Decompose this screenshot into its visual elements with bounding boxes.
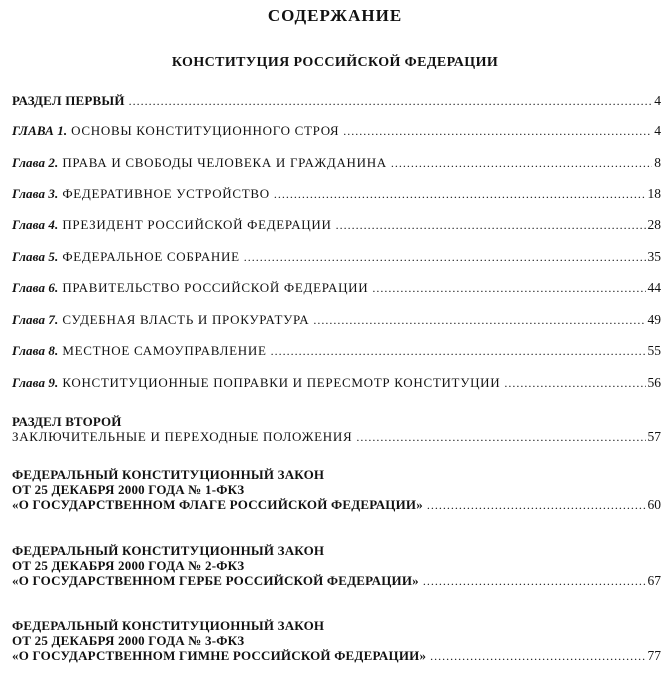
- chapter-label: Глава 2.: [12, 155, 59, 170]
- chapter-title: ПРАВА И СВОБОДЫ ЧЕЛОВЕКА И ГРАЖДАНИНА: [62, 155, 387, 170]
- chapter-title: СУДЕБНАЯ ВЛАСТЬ И ПРОКУРАТУРА: [62, 312, 310, 327]
- chapter-label: Глава 3.: [12, 186, 59, 201]
- chapter-title: ПРАВИТЕЛЬСТВО РОССИЙСКОЙ ФЕДЕРАЦИИ: [62, 280, 369, 295]
- toc-page-number: 4: [654, 93, 661, 108]
- dot-leader: [271, 344, 646, 359]
- toc-page-number: 4: [654, 123, 661, 138]
- dot-leader: [430, 649, 645, 664]
- chapter-title: МЕСТНОЕ САМОУПРАВЛЕНИЕ: [62, 343, 267, 358]
- toc-entry-chapter-3[interactable]: [12, 186, 661, 202]
- toc-entry-chapter-6[interactable]: [12, 280, 661, 296]
- toc-page-number: 60: [647, 497, 661, 512]
- chapter-label: Глава 4.: [12, 217, 59, 232]
- dot-leader: [244, 250, 646, 265]
- toc-entry-chapter-8[interactable]: [12, 343, 661, 359]
- toc-page-number: 67: [647, 573, 661, 588]
- toc-page-number: 44: [647, 280, 661, 295]
- toc-page-number: 8: [654, 155, 661, 170]
- law-date: ОТ 25 ДЕКАБРЯ 2000 ГОДА № 2-ФКЗ: [12, 558, 245, 573]
- dot-leader: [423, 574, 646, 589]
- toc-entry-title: РАЗДЕЛ ПЕРВЫЙ: [12, 93, 125, 108]
- chapter-label: Глава 7.: [12, 312, 59, 327]
- toc-entry-chapter-4[interactable]: [12, 217, 661, 233]
- dot-leader: [336, 218, 646, 233]
- toc-page-number: 28: [647, 217, 661, 232]
- toc-page-number: 56: [647, 375, 661, 390]
- chapter-label: Глава 8.: [12, 343, 59, 358]
- dot-leader: [343, 124, 652, 139]
- toc-entry-chapter-5[interactable]: [12, 249, 661, 265]
- dot-leader: [372, 281, 645, 296]
- dot-leader: [313, 313, 645, 328]
- chapter-title: ОСНОВЫ КОНСТИТУЦИОННОГО СТРОЯ: [71, 123, 340, 138]
- constitution-heading: КОНСТИТУЦИЯ РОССИЙСКОЙ ФЕДЕРАЦИИ: [171, 55, 499, 70]
- toc-entry-law-coat-of-arms[interactable]: [12, 543, 661, 589]
- law-title: «О ГОСУДАРСТВЕННОМ ФЛАГЕ РОССИЙСКОЙ ФЕДЕРАЦИИ»: [12, 497, 423, 512]
- dot-leader: [129, 94, 653, 109]
- toc-page-number: 77: [647, 648, 661, 663]
- toc-page-number: 55: [647, 343, 661, 358]
- chapter-label: ГЛАВА 1.: [12, 123, 68, 138]
- law-type: ФЕДЕРАЛЬНЫЙ КОНСТИТУЦИОННЫЙ ЗАКОН: [12, 618, 325, 633]
- dot-leader: [274, 187, 646, 202]
- chapter-title: ПРЕЗИДЕНТ РОССИЙСКОЙ ФЕДЕРАЦИИ: [62, 217, 332, 232]
- toc-entry-law-flag[interactable]: [12, 467, 661, 513]
- law-date: ОТ 25 ДЕКАБРЯ 2000 ГОДА № 3-ФКЗ: [12, 633, 245, 648]
- page-title: СОДЕРЖАНИЕ: [267, 6, 403, 25]
- toc-entry-law-anthem[interactable]: [12, 618, 661, 664]
- toc-entry-chapter-7[interactable]: [12, 312, 661, 328]
- law-title: «О ГОСУДАРСТВЕННОМ ГИМНЕ РОССИЙСКОЙ ФЕДЕРАЦИИ»: [12, 648, 427, 663]
- chapter-title: ФЕДЕРАЛЬНОЕ СОБРАНИЕ: [62, 249, 240, 264]
- toc-entry-chapter-2[interactable]: [12, 155, 661, 171]
- law-type: ФЕДЕРАЛЬНЫЙ КОНСТИТУЦИОННЫЙ ЗАКОН: [12, 467, 325, 482]
- toc-entry-chapter-9[interactable]: [12, 375, 661, 391]
- chapter-label: Глава 9.: [12, 375, 59, 390]
- dot-leader: [391, 156, 652, 171]
- toc-entry-section-two[interactable]: [12, 414, 661, 445]
- law-date: ОТ 25 ДЕКАБРЯ 2000 ГОДА № 1-ФКЗ: [12, 482, 245, 497]
- toc-entry-chapter-1[interactable]: [12, 123, 661, 139]
- dot-leader: [504, 376, 645, 391]
- dot-leader: [427, 498, 646, 513]
- dot-leader: [356, 430, 645, 445]
- toc-page-number: 49: [647, 312, 661, 327]
- law-type: ФЕДЕРАЛЬНЫЙ КОНСТИТУЦИОННЫЙ ЗАКОН: [12, 543, 325, 558]
- law-title: «О ГОСУДАРСТВЕННОМ ГЕРБЕ РОССИЙСКОЙ ФЕДЕРАЦИИ»: [12, 573, 419, 588]
- toc-page-number: 18: [647, 186, 661, 201]
- toc-page-number: 57: [647, 429, 661, 444]
- toc-entry-section-one[interactable]: [12, 93, 661, 109]
- section-two-title: РАЗДЕЛ ВТОРОЙ: [12, 414, 122, 429]
- chapter-title: КОНСТИТУЦИОННЫЕ ПОПРАВКИ И ПЕРЕСМОТР КОНСТИТУЦИИ: [62, 375, 501, 390]
- chapter-label: Глава 6.: [12, 280, 59, 295]
- chapter-title: ФЕДЕРАТИВНОЕ УСТРОЙСТВО: [62, 186, 270, 201]
- chapter-label: Глава 5.: [12, 249, 59, 264]
- toc-page-number: 35: [647, 249, 661, 264]
- toc-entry-title: ЗАКЛЮЧИТЕЛЬНЫЕ И ПЕРЕХОДНЫЕ ПОЛОЖЕНИЯ: [12, 429, 353, 444]
